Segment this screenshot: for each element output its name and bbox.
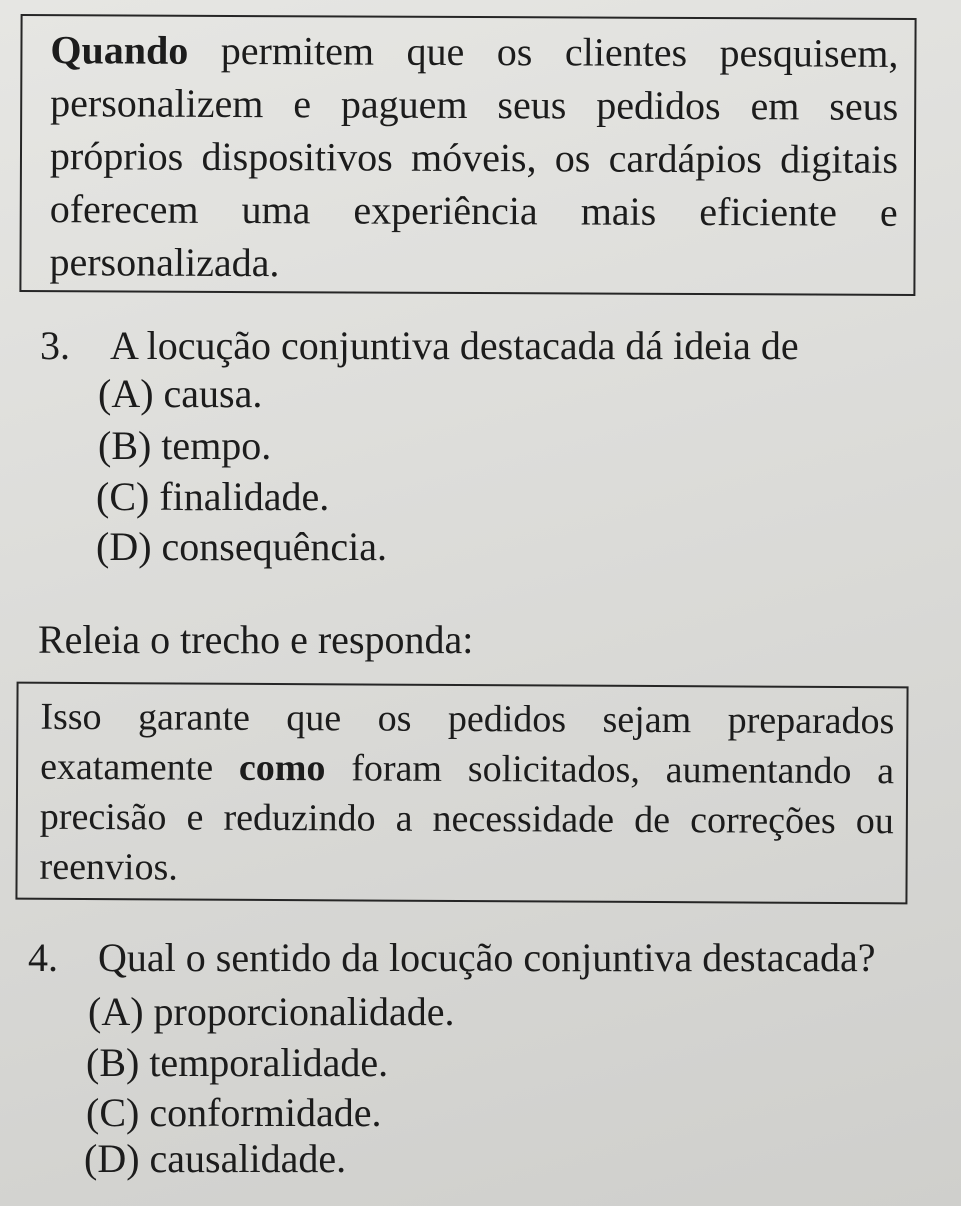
passage-text: exatamente	[40, 745, 240, 789]
question-3-option-b: (B) tempo.	[98, 423, 272, 468]
question-4-option-a: (A) proporcionalidade.	[88, 989, 455, 1034]
passage-box-2	[15, 682, 908, 905]
passage-text: precisão e reduzindo a necessidade de correções ou	[39, 795, 894, 843]
passage-text: permitem que os clientes pesquisem,	[188, 27, 899, 76]
passage-line	[40, 745, 895, 802]
question-text: A locução conjuntiva destacada dá ideia de	[110, 323, 799, 368]
passage-line	[39, 845, 893, 902]
question-4	[28, 935, 876, 980]
passage-line	[49, 239, 897, 299]
passage-text: foram solicitados, aumentando a	[325, 747, 895, 793]
passage-text: personalizem e paguem seus pedidos em seus	[50, 80, 899, 129]
passage-line	[49, 133, 899, 193]
passage-text: Isso garante que os pedidos sejam preparados	[40, 695, 895, 743]
question-text: Qual o sentido da locução conjuntiva destacada?	[98, 935, 876, 980]
question-3	[40, 323, 799, 368]
passage-line	[50, 80, 899, 140]
passage-line	[39, 795, 894, 852]
question-4-option-d: (D) causalidade.	[84, 1136, 347, 1181]
question-4-option-b: (B) temporalidade.	[86, 1040, 389, 1085]
passage-line	[40, 695, 895, 752]
passage-text: personalizada.	[49, 239, 280, 286]
instruction-text: Releia o trecho e responda:	[38, 617, 474, 662]
passage-box-1	[19, 14, 916, 296]
question-3-option-d: (D) consequência.	[96, 524, 387, 569]
highlighted-conjunction: Quando	[50, 27, 189, 73]
passage-text: oferecem uma experiência mais eficiente e	[49, 186, 898, 235]
passage-text: próprios dispositivos móveis, os cardápios digitais	[49, 133, 899, 182]
question-4-option-c: (C) conformidade.	[86, 1090, 382, 1135]
passage-line	[50, 27, 899, 87]
passage-text: reenvios.	[39, 845, 178, 889]
highlighted-conjunction: como	[238, 746, 326, 790]
question-number: 4.	[28, 935, 58, 980]
question-3-option-a: (A) causa.	[98, 371, 263, 416]
passage-line	[49, 186, 898, 246]
question-3-option-c: (C) finalidade.	[96, 474, 330, 519]
question-number: 3.	[40, 323, 70, 368]
